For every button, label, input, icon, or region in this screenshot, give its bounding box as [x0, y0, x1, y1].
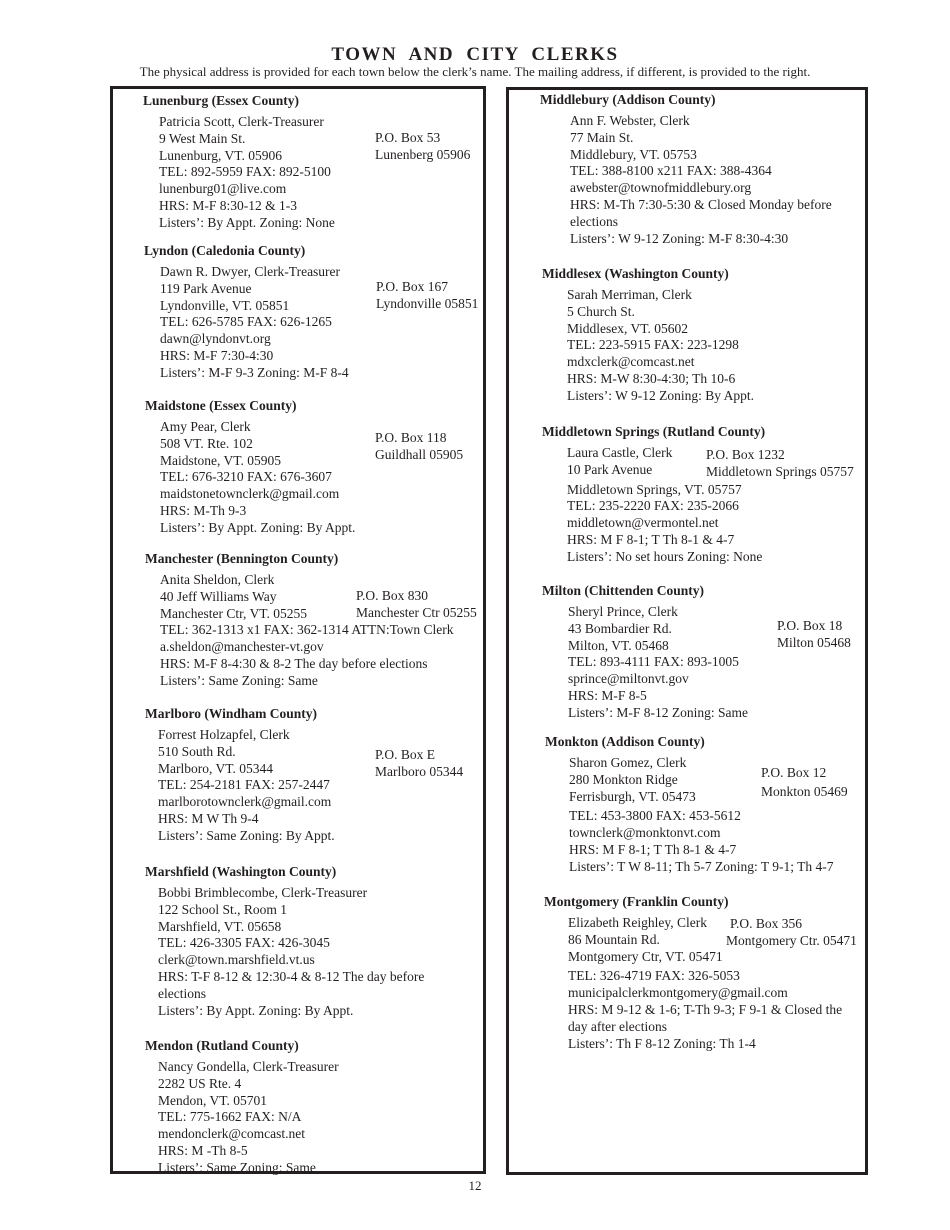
phone-fax: TEL: 426-3305 FAX: 426-3045: [158, 935, 330, 951]
phone-fax: TEL: 676-3210 FAX: 676-3607: [160, 469, 332, 485]
street-address: 43 Bombardier Rd.: [568, 620, 672, 636]
hours: HRS: M F 8-1; T Th 8-1 & 4-7: [569, 841, 737, 857]
town-name: Maidstone (Essex County): [145, 398, 297, 413]
city-state-zip: Middlebury, VT. 05753: [570, 146, 697, 162]
street-address: 5 Church St.: [567, 303, 635, 319]
hours: HRS: M 9-12 & 1-6; T-Th 9-3; F 9-1 & Closed the: [568, 1001, 843, 1017]
city-state-zip: Marlboro, VT. 05344: [158, 760, 273, 776]
town-name: Lunenburg (Essex County): [143, 93, 300, 108]
hours-continued: elections: [158, 985, 206, 1001]
page-title: TOWN AND CITY CLERKS: [331, 44, 619, 65]
town-name: Marlboro (Windham County): [145, 706, 318, 721]
clerk-name: Sarah Merriman, Clerk: [567, 287, 692, 302]
phone-fax: TEL: 626-5785 FAX: 626-1265: [160, 314, 332, 330]
listers-zoning: Listers’: Same Zoning: Same: [158, 1159, 316, 1175]
mail-box: P.O. Box 12: [761, 765, 827, 780]
street-address: 508 VT. Rte. 102: [160, 435, 253, 451]
hours: HRS: M-W 8:30-4:30; Th 10-6: [567, 370, 736, 386]
phone-fax: TEL: 326-4719 FAX: 326-5053: [568, 968, 740, 984]
town-name: Middletown Springs (Rutland County): [542, 424, 766, 439]
city-state-zip: Ferrisburgh, VT. 05473: [569, 788, 696, 804]
mailing-address-lunenburg: [375, 130, 470, 164]
listers-zoning: Listers’: T W 8-11; Th 5-7 Zoning: T 9-1; Th 4-7: [569, 858, 834, 874]
clerk-name: Elizabeth Reighley, Clerk: [568, 915, 707, 930]
hours: HRS: T-F 8-12 & 12:30-4 & 8-12 The day before: [158, 968, 425, 984]
city-state-zip: Marshfield, VT. 05658: [158, 918, 282, 934]
email: marlborotownclerk@gmail.com: [158, 794, 332, 810]
mailing-address-maidstone: [375, 430, 463, 464]
mailing-address-montgomery: [726, 916, 857, 950]
town-entry-monkton: [545, 733, 834, 876]
clerk-name: Amy Pear, Clerk: [160, 419, 251, 434]
clerk-name: Nancy Gondella, Clerk-Treasurer: [158, 1059, 339, 1074]
mail-box: P.O. Box 830: [356, 588, 429, 603]
mail-box: P.O. Box 167: [376, 279, 449, 294]
phone-fax: TEL: 893-4111 FAX: 893-1005: [568, 654, 739, 670]
phone-fax: TEL: 223-5915 FAX: 223-1298: [567, 337, 739, 353]
phone-fax: TEL: 254-2181 FAX: 257-2447: [158, 777, 330, 793]
listers-zoning: Listers’: By Appt. Zoning: By Appt.: [160, 519, 356, 535]
street-address: 77 Main St.: [570, 129, 634, 145]
mail-town: Lunenberg 05906: [375, 146, 471, 162]
clerk-name: Dawn R. Dwyer, Clerk-Treasurer: [160, 264, 341, 279]
mail-box: P.O. Box 356: [730, 916, 803, 931]
hours: HRS: M-F 8:30-12 & 1-3: [159, 197, 298, 213]
mail-box: P.O. Box E: [375, 747, 436, 762]
clerk-name: Patricia Scott, Clerk-Treasurer: [159, 114, 324, 129]
page-subtitle: The physical address is provided for each town below the clerk’s name. The mailing address, if different, is provided to the right.: [139, 64, 811, 79]
phone-fax: TEL: 362-1313 x1 FAX: 362-1314 ATTN:Town Clerk: [160, 622, 454, 638]
listers-zoning: Listers’: Th F 8-12 Zoning: Th 1-4: [568, 1035, 756, 1051]
mailing-address-manchester: [356, 588, 477, 622]
hours: HRS: M F 8-1; T Th 8-1 & 4-7: [567, 531, 735, 547]
town-entry-middlesex: [542, 265, 754, 405]
hours-continued: elections: [570, 213, 618, 229]
email: awebster@townofmiddlebury.org: [570, 180, 752, 196]
town-name: Manchester (Bennington County): [145, 551, 339, 566]
listers-zoning: Listers’: By Appt. Zoning: None: [159, 214, 335, 230]
listers-zoning: Listers’: No set hours Zoning: None: [567, 548, 763, 564]
town-name: Middlesex (Washington County): [542, 266, 729, 281]
email: maidstonetownclerk@gmail.com: [160, 486, 340, 502]
clerk-name: Forrest Holzapfel, Clerk: [158, 727, 290, 742]
clerk-name: Anita Sheldon, Clerk: [160, 572, 275, 587]
hours-continued: day after elections: [568, 1018, 667, 1034]
street-address: 86 Mountain Rd.: [568, 931, 660, 947]
email: clerk@town.marshfield.vt.us: [158, 952, 315, 968]
mail-box: P.O. Box 118: [375, 430, 447, 445]
clerk-name: Sharon Gomez, Clerk: [569, 755, 687, 770]
town-name: Monkton (Addison County): [545, 734, 705, 749]
clerk-name: Laura Castle, Clerk: [567, 445, 673, 460]
city-state-zip: Maidstone, VT. 05905: [160, 452, 281, 468]
hours: HRS: M W Th 9-4: [158, 810, 259, 826]
town-entry-maidstone: [145, 397, 355, 537]
mailing-address-milton: [777, 618, 851, 652]
listers-zoning: Listers’: Same Zoning: By Appt.: [158, 827, 335, 843]
mail-town: Marlboro 05344: [375, 763, 464, 779]
town-entry-mendon: [145, 1037, 339, 1177]
town-entry-milton: [542, 582, 748, 722]
town-entry-middletown-springs: [542, 423, 765, 566]
email: municipalclerkmontgomery@gmail.com: [568, 985, 788, 1001]
hours: HRS: M -Th 8-5: [158, 1142, 248, 1158]
phone-fax: TEL: 388-8100 x211 FAX: 388-4364: [570, 163, 772, 179]
town-name: Milton (Chittenden County): [542, 583, 705, 598]
clerk-name: Bobbi Brimblecombe, Clerk-Treasurer: [158, 885, 368, 900]
listers-zoning: Listers’: W 9-12 Zoning: By Appt.: [567, 387, 754, 403]
town-name: Mendon (Rutland County): [145, 1038, 299, 1053]
city-state-zip: Montgomery Ctr, VT. 05471: [568, 948, 723, 964]
mailing-address-monkton: [761, 763, 848, 801]
phone-fax: TEL: 235-2220 FAX: 235-2066: [567, 498, 739, 514]
email: mdxclerk@comcast.net: [567, 354, 695, 370]
town-entry-marshfield: [145, 863, 424, 1019]
street-address: 280 Monkton Ridge: [569, 771, 678, 787]
hours: HRS: M-F 7:30-4:30: [160, 347, 274, 363]
mail-town: Middletown Springs 05757: [706, 463, 854, 479]
city-state-zip: Milton, VT. 05468: [568, 637, 669, 653]
listers-zoning: Listers’: M-F 8-12 Zoning: Same: [568, 704, 748, 720]
email: lunenburg01@live.com: [159, 181, 287, 197]
city-state-zip: Middletown Springs, VT. 05757: [567, 481, 742, 497]
mail-box: P.O. Box 1232: [706, 447, 785, 462]
phone-fax: TEL: 775-1662 FAX: N/A: [158, 1109, 302, 1125]
email: a.sheldon@manchester-vt.gov: [160, 639, 324, 655]
mail-town: Manchester Ctr 05255: [356, 604, 477, 620]
town-name: Lyndon (Caledonia County): [144, 243, 306, 258]
mail-town: Lyndonville 05851: [376, 295, 479, 311]
mail-town: Montgomery Ctr. 05471: [726, 932, 857, 948]
town-name: Marshfield (Washington County): [145, 864, 337, 879]
email: dawn@lyndonvt.org: [160, 331, 271, 347]
hours: HRS: M-F 8-5: [568, 687, 647, 703]
town-name: Montgomery (Franklin County): [544, 894, 729, 909]
city-state-zip: Lyndonville, VT. 05851: [160, 297, 290, 313]
city-state-zip: Mendon, VT. 05701: [158, 1092, 267, 1108]
town-entry-middlebury: [540, 91, 832, 247]
hours: HRS: M-Th 9-3: [160, 502, 247, 518]
mailing-address-marlboro: [375, 747, 463, 781]
listers-zoning: Listers’: By Appt. Zoning: By Appt.: [158, 1002, 354, 1018]
mail-town: Milton 05468: [777, 634, 851, 650]
hours: HRS: M-Th 7:30-5:30 & Closed Monday before: [570, 196, 832, 212]
mailing-address-lyndon: [376, 279, 478, 313]
email: sprince@miltonvt.gov: [568, 671, 689, 687]
clerk-name: Ann F. Webster, Clerk: [570, 113, 690, 128]
town-entry-lyndon: [144, 242, 349, 382]
street-address: 40 Jeff Williams Way: [160, 588, 277, 604]
phone-fax: TEL: 453-3800 FAX: 453-5612: [569, 808, 741, 824]
street-address: 10 Park Avenue: [567, 461, 653, 477]
email: mendonclerk@comcast.net: [158, 1126, 306, 1142]
listers-zoning: Listers’: Same Zoning: Same: [160, 672, 318, 688]
listers-zoning: Listers’: W 9-12 Zoning: M-F 8:30-4:30: [570, 230, 789, 246]
clerk-name: Sheryl Prince, Clerk: [568, 604, 678, 619]
mailing-address-middletown-springs: [706, 447, 854, 481]
city-state-zip: Manchester Ctr, VT. 05255: [160, 605, 308, 621]
email: townclerk@monktonvt.com: [569, 825, 721, 841]
street-address: 510 South Rd.: [158, 743, 236, 759]
street-address: 119 Park Avenue: [160, 280, 252, 296]
mail-town: Monkton 05469: [761, 784, 848, 799]
email: middletown@vermontel.net: [567, 515, 719, 531]
mail-box: P.O. Box 18: [777, 618, 843, 633]
mail-box: P.O. Box 53: [375, 130, 441, 145]
town-entry-marlboro: [145, 705, 335, 845]
street-address: 2282 US Rte. 4: [158, 1075, 242, 1091]
city-state-zip: Middlesex, VT. 05602: [567, 320, 688, 336]
street-address: 122 School St., Room 1: [158, 901, 288, 917]
hours: HRS: M-F 8-4:30 & 8-2 The day before elections: [160, 655, 428, 671]
town-name: Middlebury (Addison County): [540, 92, 716, 107]
street-address: 9 West Main St.: [159, 130, 246, 146]
mail-town: Guildhall 05905: [375, 446, 464, 462]
page-number: 12: [468, 1178, 482, 1193]
listers-zoning: Listers’: M-F 9-3 Zoning: M-F 8-4: [160, 364, 349, 380]
town-entry-lunenburg: [143, 92, 335, 232]
phone-fax: TEL: 892-5959 FAX: 892-5100: [159, 164, 331, 180]
city-state-zip: Lunenburg, VT. 05906: [159, 147, 282, 163]
